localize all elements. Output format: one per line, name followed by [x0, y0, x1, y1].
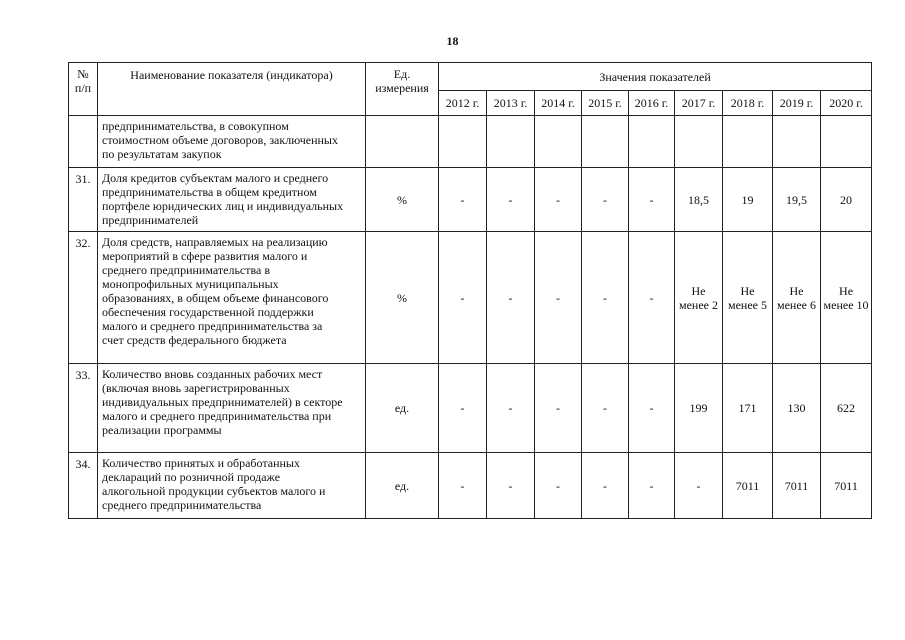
indicator-value: [439, 116, 487, 168]
indicator-value: 20: [821, 168, 872, 232]
row-number: 31.: [69, 168, 98, 232]
header-year: 2018 г.: [723, 91, 773, 116]
unit-of-measure: [366, 116, 439, 168]
indicator-value: 19: [723, 168, 773, 232]
indicator-value: -: [535, 232, 582, 364]
indicator-value: -: [629, 168, 675, 232]
indicator-value: -: [629, 232, 675, 364]
indicator-value: -: [535, 453, 582, 519]
indicator-value: -: [582, 453, 629, 519]
indicator-value: -: [582, 232, 629, 364]
header-unit: Ед. измерения: [366, 63, 439, 116]
header-year: 2017 г.: [675, 91, 723, 116]
header-year: 2020 г.: [821, 91, 872, 116]
indicator-value: 7011: [821, 453, 872, 519]
header-name: Наименование показателя (индикатора): [98, 63, 366, 116]
indicator-value: [629, 116, 675, 168]
header-values: Значения показателей: [439, 63, 872, 91]
indicator-value: -: [535, 364, 582, 453]
indicator-value: Не менее 10: [821, 232, 872, 364]
indicator-value: Не менее 6: [773, 232, 821, 364]
indicator-value: [723, 116, 773, 168]
indicator-name: Количество вновь созданных рабочих мест (включая вновь зарегистрированных индивидуальных предпринимателей) в секторе малого и среднего предпринимательства при реализации программы: [98, 364, 366, 453]
indicator-value: [773, 116, 821, 168]
indicator-value: [487, 116, 535, 168]
indicator-value: -: [487, 232, 535, 364]
header-year: 2015 г.: [582, 91, 629, 116]
header-year: 2016 г.: [629, 91, 675, 116]
indicator-value: -: [582, 364, 629, 453]
indicator-value: -: [439, 232, 487, 364]
table-row: [69, 232, 872, 364]
unit-of-measure: ед.: [366, 364, 439, 453]
indicator-value: 19,5: [773, 168, 821, 232]
indicator-value: -: [629, 364, 675, 453]
indicator-value: 18,5: [675, 168, 723, 232]
table-body: [69, 116, 872, 519]
indicator-value: 622: [821, 364, 872, 453]
header-year: 2012 г.: [439, 91, 487, 116]
indicator-value: -: [439, 453, 487, 519]
indicator-value: 130: [773, 364, 821, 453]
unit-of-measure: %: [366, 232, 439, 364]
indicator-value: [582, 116, 629, 168]
indicator-value: [535, 116, 582, 168]
indicator-value: -: [487, 168, 535, 232]
indicator-value: -: [582, 168, 629, 232]
header-year: 2019 г.: [773, 91, 821, 116]
indicator-value: -: [535, 168, 582, 232]
row-number: 33.: [69, 364, 98, 453]
indicator-name: Доля средств, направляемых на реализацию мероприятий в сфере развития малого и среднего предпринимательства в монопрофильных муниципальных образованиях, в общем объеме финансового обеспечения государственной поддержки малого и среднего предпринимательства за счет средств федерального бюджета: [98, 232, 366, 364]
indicator-value: -: [487, 453, 535, 519]
indicator-name: Количество принятых и обработанных деклараций по розничной продаже алкогольной продукции субъектов малого и среднего предпринимательства: [98, 453, 366, 519]
indicators-table: [68, 62, 872, 519]
indicator-value: -: [629, 453, 675, 519]
indicator-value: 199: [675, 364, 723, 453]
header-number: № п/п: [69, 63, 98, 116]
indicator-value: 7011: [773, 453, 821, 519]
page-number: 18: [446, 34, 459, 48]
indicator-value: -: [675, 453, 723, 519]
row-number: 34.: [69, 453, 98, 519]
indicator-value: 171: [723, 364, 773, 453]
indicator-name: предпринимательства, в совокупном стоимостном объеме договоров, заключенных по результатам закупок: [98, 116, 366, 168]
table-row: [69, 116, 872, 168]
indicator-value: -: [439, 364, 487, 453]
indicator-value: -: [439, 168, 487, 232]
header-year: 2014 г.: [535, 91, 582, 116]
indicator-value: 7011: [723, 453, 773, 519]
row-number: [69, 116, 98, 168]
unit-of-measure: ед.: [366, 453, 439, 519]
indicator-value: -: [487, 364, 535, 453]
table-row: [69, 168, 872, 232]
row-number: 32.: [69, 232, 98, 364]
unit-of-measure: %: [366, 168, 439, 232]
table-row: [69, 453, 872, 519]
indicator-value: [675, 116, 723, 168]
indicator-value: Не менее 2: [675, 232, 723, 364]
table-header: [69, 63, 872, 116]
indicator-value: Не менее 5: [723, 232, 773, 364]
indicator-name: Доля кредитов субъектам малого и среднего предпринимательства в общем кредитном портфеле юридических лиц и индивидуальных предпринимателей: [98, 168, 366, 232]
indicator-value: [821, 116, 872, 168]
header-row-1: [69, 63, 872, 91]
header-year: 2013 г.: [487, 91, 535, 116]
table-row: [69, 364, 872, 453]
